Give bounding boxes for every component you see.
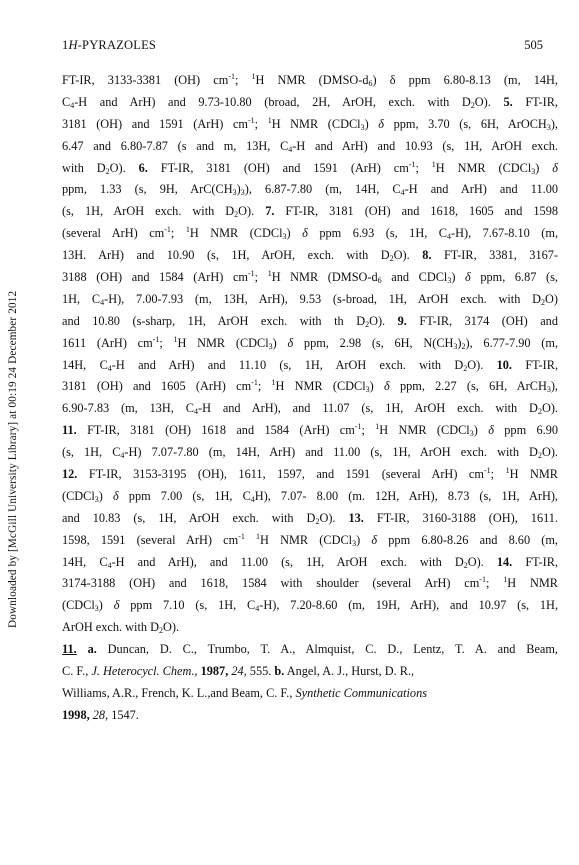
text-line: (several ArH) $cm^{-1}$; $^1$H NMR (CDCl$_3$) δ ppm 6.93 (s, 1H, $C_4-H$), 7.67-8.10 (m, — [62, 225, 559, 242]
text-line: 12. FT-IR, 3153-3195 (OH), 1611, 1597, and 1591 (several ArH) $cm^{-1}$; $^1$H NMR — [62, 466, 558, 482]
text-line: 13H. ArH) and 10.90 (s, 1H, ArOH, exch. with $D_2O$). 8. FT-IR, 3381, 3167- — [62, 248, 558, 264]
text-line: 6.47 and 6.80-7.87 (s and m, 13H, $C_4-H$ and ArH) and 10.93 (s, 1H, ArOH exch. — [62, 138, 559, 154]
text-line: FT-IR, 3133-3381 (OH) $cm^{-1}$; $^1$H NMR $(DMSO-d_6)$ δ ppm 6.80-8.13 (m, 14H, — [62, 72, 559, 88]
text-line: with $D_2O$). 6. FT-IR, 3181 (OH) and 1591 (ArH) $cm^{-1}$; $^1$H NMR (CDCl$_3$) δ — [62, 159, 559, 176]
text-line: (s, 1H, $C_4-H$) 7.07-7.80 (m, 14H, ArH) and 11.00 (s, 1H, ArOH exch. with $D_2O$). — [62, 445, 558, 461]
text-line: 14H, $C_4-H$ and ArH) and 11.10 (s, 1H, ArOH exch. with $D_2O$). 10. FT-IR, — [62, 357, 559, 373]
text-line: (s, 1H, ArOH exch. with $D_2O$). 7. FT-IR, 3181 (OH) and 1618, 1605 and 1598 — [62, 204, 558, 220]
text-line: 3181 (OH) and 1605 (ArH) $cm^{-1}$; $^1$H NMR (CDCl$_3$) δ ppm, 2.27 (s, 6H, ArCH$_3$), — [62, 378, 558, 395]
text-line: (CDCl$_3$) δ ppm 7.10 (s, 1H, $C_4-H$), 7.20-8.60 (m, 19H, ArH), and 10.97 (s, 1H, — [62, 598, 559, 614]
text-line: and 10.80 (s-sharp, 1H, ArOH exch. with th $D_2O$). 9. FT-IR, 3174 (OH) and — [62, 313, 558, 329]
text-line: 1611 (ArH) $cm^{-1}$; $^1$H NMR (CDCl$_3$) δ ppm, 2.98 (s, 6H, $N(CH_3)_2$), 6.77-7.90 (m, — [62, 334, 559, 351]
text-line: 3181 (OH) and 1591 (ArH) $cm^{-1}$; $^1$H NMR (CDCl$_3$) δ ppm, 3.70 (s, 6H, ArOCH$_3$), — [62, 115, 558, 132]
text-line: 1H, $C_4-H$), 7.00-7.93 (m, 13H, ArH), 9.53 (s-broad, 1H, ArOH exch. with $D_2O$) — [62, 291, 558, 307]
download-watermark: Downloaded by [McGill University Library] at 00:19 24 December 2012 — [7, 290, 19, 628]
page-header — [62, 38, 543, 56]
text-line: $C_4-H$ and ArH) and 9.73-10.80 (broad, 2H, ArOH, exch. with $D_2O$). 5. FT-IR, — [62, 94, 559, 110]
text-line: and 10.83 (s, 1H, ArOH exch. with $D_2O$). 13. FT-IR, 3160-3188 (OH), 1611. — [62, 510, 559, 526]
text-line: 11. FT-IR, 3181 (OH) 1618 and 1584 (ArH) $cm^{-1}$; $^1$H NMR (CDCl$_3$) δ ppm 6.90 — [62, 422, 559, 439]
text-line: ppm, 1.33 (s, 9H, $ArC(CH_3)_3$), 6.87-7.80 (m, 14H, $C_4-H$ and ArH) and 11.00 — [62, 182, 558, 198]
reference-entry: 11. a. Duncan, D. C., Trumbo, T. A., Almquist, C. D., Lentz, T. A. and Beam, C. F., J. Heterocycl. Chem., 1987, 24, 555. b. Angel, A. J., Hurst, D. R., Williams, A.R., French, K. L.,and Beam, C. F., Synthetic Communications 1998, 28, 1547. — [62, 642, 558, 722]
text-line: 3188 (OH) and 1584 (ArH) $cm^{-1}$; $^1$H NMR ($DMSO-d_6$ and CDCl$_3$) δ ppm, 6.87 (s, — [62, 269, 558, 286]
text-line: 3174-3188 (OH) and 1618, 1584 with shoulder (several ArH) $cm^{-1}$; $^1$H NMR — [62, 575, 558, 591]
text-line: (CDCl$_3$) δ ppm 7.00 (s, 1H, $C_4H$), 7.07- 8.00 (m. 12H, ArH), 8.73 (s, 1H, ArH), — [62, 488, 559, 504]
compound-data-text — [62, 70, 558, 727]
page-number: 505 — [524, 38, 543, 52]
text-line: 6.90-7.83 (m, 13H, $C_4-H$ and ArH), and 11.07 (s, 1H, ArOH exch. with $D_2O$). — [62, 401, 559, 417]
reference-number: 11. — [62, 642, 77, 657]
running-title: 1H-PYRAZOLES — [62, 38, 157, 52]
text-line: 14H, $C_4-H$ and ArH), and 11.00 (s, 1H, ArOH exch. with $D_2O$). 14. FT-IR, — [62, 554, 559, 570]
text-line: 1598, 1591 (several ArH) $cm^{-1}$ $^1$H NMR (CDCl$_3$) δ ppm 6.80-8.26 and 8.60 (m, — [62, 531, 559, 548]
text-line: ArOH exch. with $D_2O$). — [62, 620, 180, 636]
